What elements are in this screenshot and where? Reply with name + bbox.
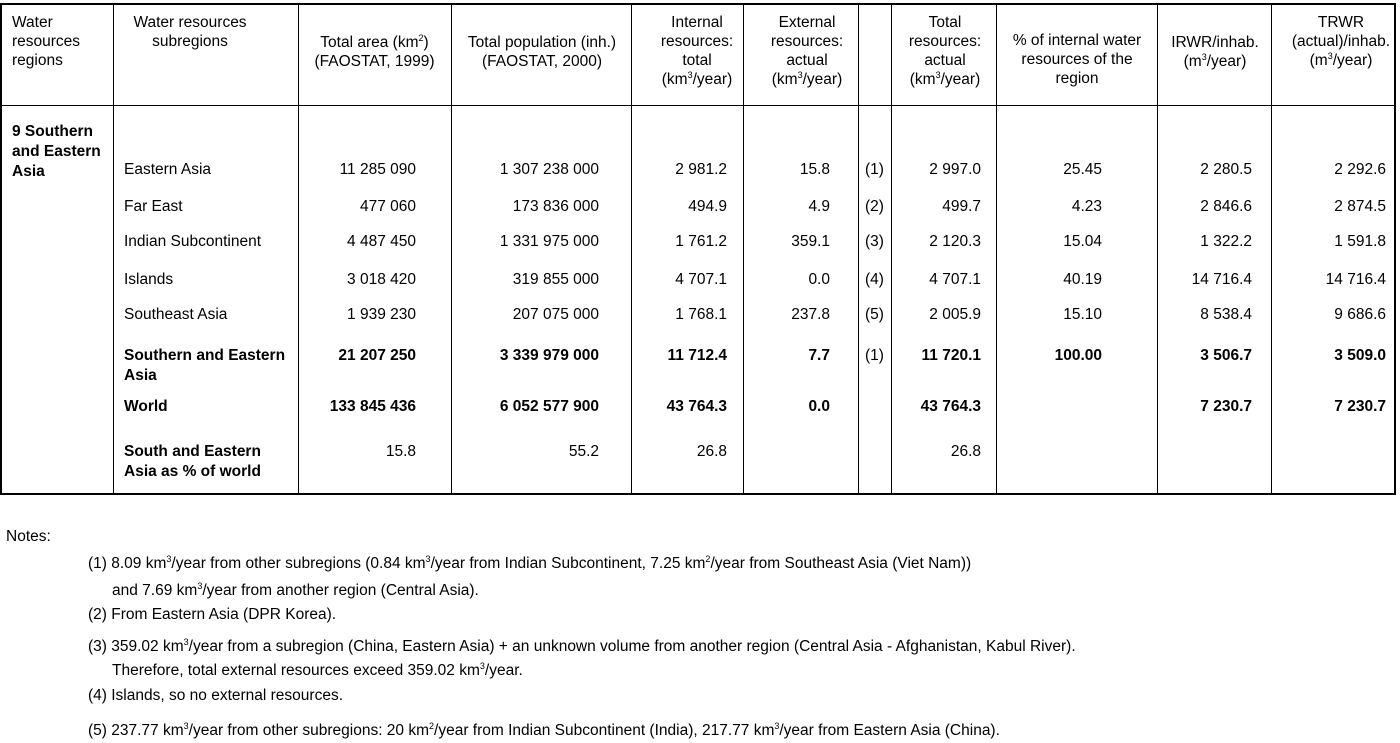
cell-area: 133 845 436 <box>329 398 416 415</box>
column-divider <box>1157 5 1158 493</box>
cell-irwr: 7 230.7 <box>1200 398 1252 415</box>
region-label: 9 Southern and Eastern Asia <box>12 123 101 180</box>
cell-external: 359.1 <box>791 233 830 250</box>
cell-subregion-world: World <box>124 398 168 415</box>
cell-subregion-percent-world: South and Eastern Asia as % of world <box>124 443 261 480</box>
cell-trwr: 14 716.4 <box>1325 271 1386 288</box>
cell-population: 1 307 238 000 <box>499 161 599 178</box>
cell-population: 319 855 000 <box>512 271 599 288</box>
cell-area: 4 487 450 <box>347 233 416 250</box>
column-divider <box>631 5 632 493</box>
cell-trwr: 7 230.7 <box>1334 398 1386 415</box>
cell-internal: 11 712.4 <box>667 347 727 364</box>
cell-external: 0.0 <box>808 398 830 415</box>
cell-trwr: 9 686.6 <box>1334 306 1386 323</box>
header-internal: Internal resources: total $(km^3/year)$ <box>660 14 734 88</box>
cell-area: 477 060 <box>359 198 416 215</box>
cell-subregion: Eastern Asia <box>124 161 212 178</box>
cell-internal: 26.8 <box>696 443 727 460</box>
cell-internal: 4 707.1 <box>675 271 727 288</box>
cell-percent: 40.19 <box>1063 271 1102 288</box>
cell-percent: 15.04 <box>1063 233 1102 250</box>
header-population: Total population (inh.) (FAOSTAT, 2000) <box>467 34 617 70</box>
cell-population: 3 339 979 000 <box>499 347 599 364</box>
cell-population: 173 836 000 <box>512 198 599 215</box>
cell-internal: 2 981.2 <box>675 161 727 178</box>
cell-percent: 25.45 <box>1063 161 1102 178</box>
header-region: Water resources regions <box>12 14 81 69</box>
cell-area: 11 285 090 <box>339 161 416 178</box>
cell-note-ref: (1) <box>865 347 884 364</box>
cell-percent: 4.23 <box>1071 198 1102 215</box>
cell-irwr: 2 280.5 <box>1200 161 1252 178</box>
cell-external: 15.8 <box>799 161 830 178</box>
note-3: (3) 359.02 $km^3$/year from a subregion (China, Eastern Asia) + an unknown volume from another region (Central Asia - Afghanistan, Kabul River). <box>88 637 1076 655</box>
cell-irwr: 8 538.4 <box>1200 306 1252 323</box>
note-5: (5) 237.77 $km^3$/year from other subregions: 20 $km^2$/year from Indian Subcontinent (India), 217.77 $km^3$/year from Eastern Asia (China). <box>88 721 1000 739</box>
cell-area: 1 939 230 <box>347 306 416 323</box>
cell-internal: 1 768.1 <box>675 306 727 323</box>
cell-subregion: Islands <box>124 271 174 288</box>
notes-title: Notes: <box>6 528 51 545</box>
cell-population: 55.2 <box>568 443 599 460</box>
header-trwr: TRWR (actual)/inhab. $(m^3/year)$ <box>1291 14 1391 69</box>
column-divider <box>298 5 299 493</box>
column-divider <box>451 5 452 493</box>
cell-area: 15.8 <box>385 443 416 460</box>
cell-percent: 100.00 <box>1054 347 1102 364</box>
cell-population: 1 331 975 000 <box>499 233 599 250</box>
note-3-continued: Therefore, total external resources exceed 359.02 $km^3$/year. <box>112 661 523 679</box>
cell-external: 4.9 <box>808 198 830 215</box>
cell-area: 3 018 420 <box>347 271 416 288</box>
cell-subregion: Far East <box>124 198 183 215</box>
column-divider <box>113 5 114 493</box>
note-1-continued: and 7.69 $km^3$/year from another region (Central Asia). <box>112 581 479 599</box>
cell-subregion: Indian Subcontinent <box>124 233 262 250</box>
cell-note-ref: (2) <box>865 198 884 215</box>
cell-trwr: 1 591.8 <box>1334 233 1386 250</box>
cell-total: 43 764.3 <box>920 398 981 415</box>
column-divider <box>1271 5 1272 493</box>
cell-note-ref: (5) <box>865 306 884 323</box>
cell-subregion-total: Southern and Eastern Asia <box>124 347 286 384</box>
cell-note-ref: (1) <box>865 161 884 178</box>
cell-population: 6 052 577 900 <box>499 398 599 415</box>
header-percent: % of internal water resources of the region <box>1012 32 1142 87</box>
header-irwr: IRWR/inhab. $(m^3/year)$ <box>1171 34 1259 70</box>
cell-total: 499.7 <box>942 198 981 215</box>
cell-area: 21 207 250 <box>338 347 416 364</box>
note-4: (4) Islands, so no external resources. <box>88 687 344 704</box>
cell-irwr: 3 506.7 <box>1200 347 1252 364</box>
cell-total: 2 120.3 <box>929 233 981 250</box>
cell-trwr: 3 509.0 <box>1334 347 1386 364</box>
cell-internal: 1 761.2 <box>675 233 727 250</box>
cell-total: 2 005.9 <box>929 306 981 323</box>
cell-total: 4 707.1 <box>929 271 981 288</box>
header-area: Total area $(km^2)$ (FAOSTAT, 1999) <box>314 33 435 70</box>
cell-trwr: 2 874.5 <box>1334 198 1386 215</box>
column-divider <box>743 5 744 493</box>
column-divider <box>891 5 892 493</box>
cell-subregion: Southeast Asia <box>124 306 228 323</box>
cell-total: 11 720.1 <box>921 347 981 364</box>
cell-external: 237.8 <box>791 306 830 323</box>
cell-total: 26.8 <box>950 443 981 460</box>
cell-internal: 494.9 <box>688 198 727 215</box>
cell-trwr: 2 292.6 <box>1334 161 1386 178</box>
note-2: (2) From Eastern Asia (DPR Korea). <box>88 606 337 623</box>
cell-total: 2 997.0 <box>929 161 981 178</box>
water-resources-table <box>0 3 1396 495</box>
cell-population: 207 075 000 <box>512 306 599 323</box>
column-divider <box>858 5 859 493</box>
header-total: Total resources: actual $(km^3/year)$ <box>908 14 982 88</box>
header-subregion: Water resources subregions <box>133 14 247 50</box>
header-divider <box>2 105 1394 106</box>
cell-percent: 15.10 <box>1063 306 1102 323</box>
cell-note-ref: (4) <box>865 271 884 288</box>
note-1: (1) 8.09 $km^3$/year from other subregions (0.84 $km^3$/year from Indian Subcontinent, 7.25 $km^2$/year from Southeast Asia (Viet Nam)) <box>88 554 972 572</box>
cell-irwr: 1 322.2 <box>1200 233 1252 250</box>
cell-irwr: 14 716.4 <box>1191 271 1252 288</box>
cell-internal: 43 764.3 <box>666 398 727 415</box>
cell-external: 0.0 <box>808 271 830 288</box>
cell-note-ref: (3) <box>865 233 884 250</box>
column-divider <box>996 5 997 493</box>
cell-irwr: 2 846.6 <box>1200 198 1252 215</box>
header-external: External resources: actual $(km^3/year)$ <box>770 14 844 88</box>
cell-external: 7.7 <box>808 347 830 364</box>
